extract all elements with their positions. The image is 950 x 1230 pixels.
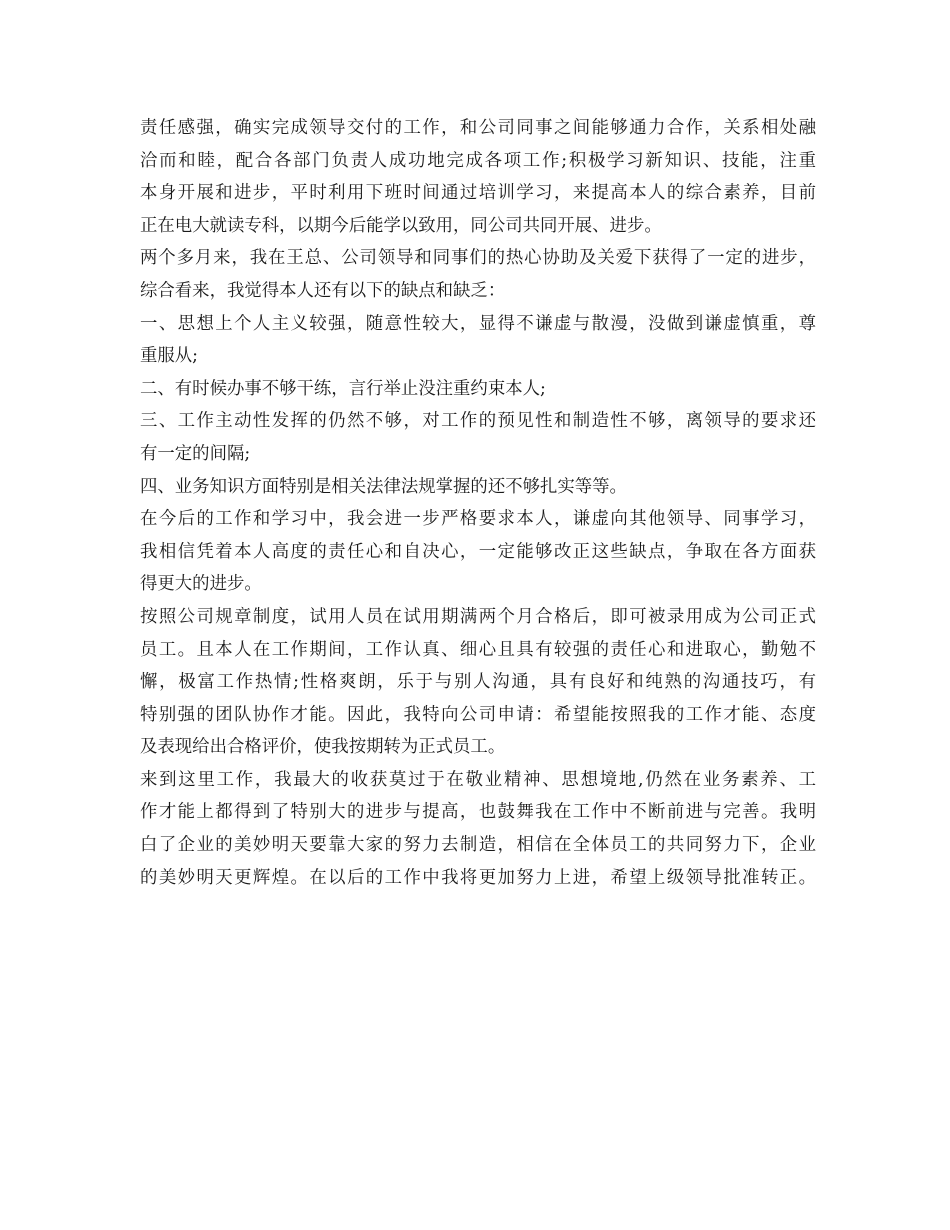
text-line: 在今后的工作和学习中，我会进一步严格要求本人，谦虚向其他领导、同事学习，: [140, 509, 816, 530]
text-line: 四、业务知识方面特别是相关法律法规掌握的还不够扎实等等。: [140, 476, 627, 497]
text-line: 有一定的间隔;: [140, 443, 251, 464]
text-line: 综合看来，我觉得本人还有以下的缺点和缺乏：: [140, 280, 506, 301]
text-line: 我相信凭着本人高度的责任心和自决心，一定能够改正这些缺点，争取在各方面获: [140, 541, 816, 562]
text-line: 两个多月来，我在王总、公司领导和同事们的热心协助及关爱下获得了一定的进步，: [140, 248, 816, 269]
text-line: 及表现给出合格评价，使我按期转为正式员工。: [140, 737, 506, 758]
text-line: 二、有时候办事不够干练，言行举止没注重约束本人;: [140, 378, 546, 399]
text-line: 得更大的进步。: [140, 574, 262, 595]
text-line: 特别强的团队协作才能。因此，我特向公司申请：希望能按照我的工作才能、态度: [140, 704, 816, 725]
text-line: 作才能上都得到了特别大的进步与提高，也鼓舞我在工作中不断前进与完善。我明: [140, 802, 816, 823]
text-line: 来到这里工作，我最大的收获莫过于在敬业精神、思想境地,仍然在业务素养、工: [140, 769, 816, 790]
text-line: 本身开展和进步，平时利用下班时间通过培训学习，来提高本人的综合素养，目前: [140, 183, 816, 204]
text-line: 员工。且本人在工作期间，工作认真、细心且具有较强的责任心和进取心，勤勉不: [140, 639, 816, 660]
text-line: 正在电大就读专科，以期今后能学以致用，同公司共同开展、进步。: [140, 215, 662, 236]
text-line: 一、思想上个人主义较强，随意性较大，显得不谦虚与散漫，没做到谦虚慎重，尊: [140, 313, 816, 334]
text-line: 白了企业的美妙明天要靠大家的努力去制造，相信在全体员工的共同努力下，企业: [140, 835, 816, 856]
text-line: 洽而和睦，配合各部门负责人成功地完成各项工作;积极学习新知识、技能，注重: [140, 150, 816, 171]
text-line: 按照公司规章制度，试用人员在试用期满两个月合格后，即可被录用成为公司正式: [140, 606, 816, 627]
text-line: 三、工作主动性发挥的仍然不够，对工作的预见性和制造性不够，离领导的要求还: [140, 411, 816, 432]
text-line: 责任感强，确实完成领导交付的工作，和公司同事之间能够通力合作，关系相处融: [140, 118, 816, 138]
document-body: [140, 112, 816, 894]
text-line: 懈，极富工作热情;性格爽朗，乐于与别人沟通，具有良好和纯熟的沟通技巧，有: [140, 672, 816, 693]
text-line: 重服从;: [140, 346, 199, 367]
text-line: 的美妙明天更辉煌。在以后的工作中我将更加努力上进，希望上级领导批准转正。: [140, 867, 816, 888]
